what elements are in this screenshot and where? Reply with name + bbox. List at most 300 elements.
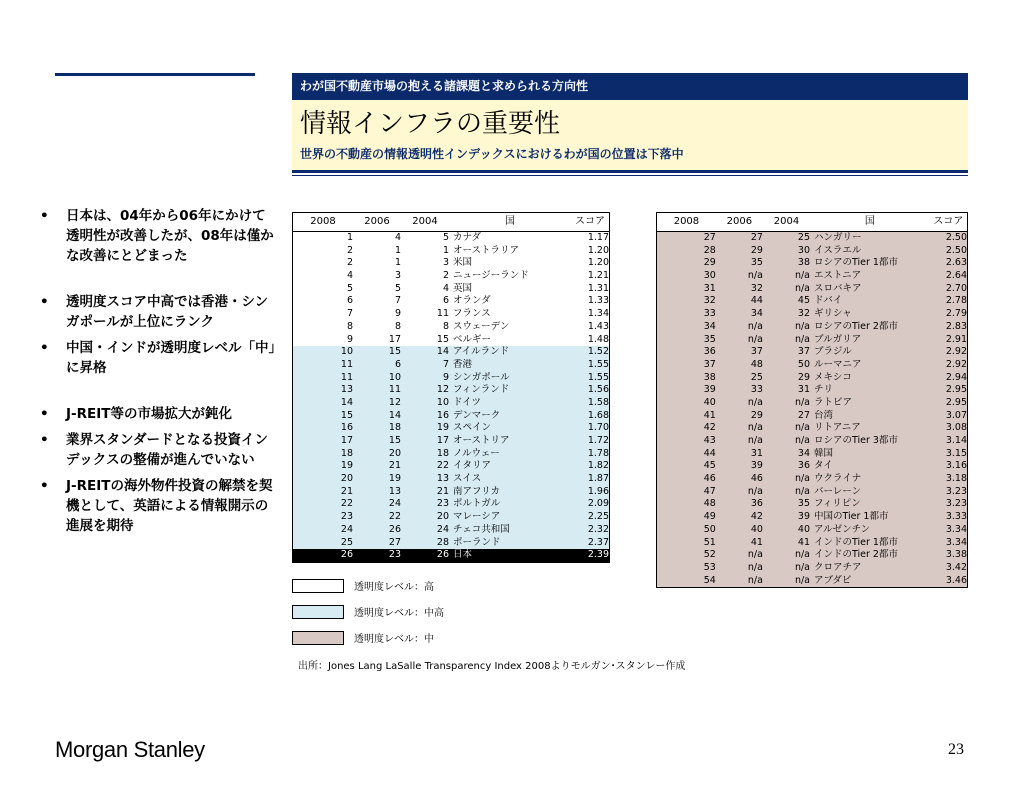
rank-2004: 18 — [436, 447, 449, 459]
title-underline — [292, 170, 968, 173]
table-row — [657, 422, 967, 435]
rank-2004: 13 — [436, 473, 449, 485]
table-row — [293, 334, 609, 347]
rank-2006: 40 — [750, 523, 763, 535]
rank-2008: 44 — [703, 447, 716, 459]
score-value: 2.95 — [945, 384, 967, 396]
rank-2006: 17 — [388, 333, 401, 345]
rank-2004: 1 — [442, 244, 449, 256]
score-value: 3.34 — [945, 523, 967, 535]
bullet-item: • 日本は、04年から06年にかけて透明性が改善したが、08年は僅かな改善にとどまった — [38, 206, 278, 266]
table-row — [293, 448, 609, 461]
rank-2008: 13 — [340, 384, 353, 396]
table-row — [657, 372, 967, 385]
rank-2006: 42 — [750, 511, 763, 523]
page-subtitle: 世界の不動産の情報透明性インデックスにおけるわが国の位置は下落中 — [300, 147, 684, 161]
rank-2004: 29 — [797, 371, 810, 383]
rank-2006: 34 — [750, 308, 763, 320]
rank-2006: n/a — [747, 422, 763, 434]
rank-2008: 36 — [703, 346, 716, 358]
rank-2004: 34 — [797, 447, 810, 459]
rank-2006: 20 — [388, 447, 401, 459]
country-name: クロアチア — [814, 561, 862, 573]
col-score: スコア — [933, 216, 964, 227]
table-row — [657, 232, 967, 245]
rank-2004: n/a — [794, 473, 810, 485]
rank-2006: 41 — [750, 536, 763, 548]
rank-2006: n/a — [747, 561, 763, 573]
rank-2006: 24 — [388, 498, 401, 510]
rank-2006: n/a — [747, 435, 763, 446]
rank-2004: 30 — [797, 244, 810, 256]
score-value: 1.55 — [587, 371, 609, 383]
rank-2004: 5 — [442, 232, 449, 243]
score-value: 3.14 — [945, 435, 967, 446]
country-name: アルゼンチン — [814, 523, 871, 535]
country-name: マレーシア — [453, 511, 501, 523]
score-value: 1.34 — [587, 308, 609, 320]
score-value: 3.07 — [945, 409, 967, 421]
rank-2006: 6 — [394, 358, 401, 370]
table-row — [657, 524, 967, 537]
table-row — [293, 549, 609, 562]
rank-2006: 32 — [750, 282, 763, 294]
country-name: オーストラリア — [453, 244, 520, 256]
country-name: イスラエル — [814, 244, 862, 256]
score-value: 1.70 — [587, 422, 609, 434]
rank-2006: n/a — [747, 485, 763, 497]
country-name: ニュージーランド — [453, 270, 529, 282]
score-value: 2.32 — [587, 523, 609, 535]
rank-2008: 52 — [703, 549, 716, 561]
country-name: リトアニア — [814, 422, 861, 434]
table-row — [657, 295, 967, 308]
rank-2006: 5 — [394, 282, 401, 294]
table-row — [293, 486, 609, 499]
rank-2008: 24 — [340, 523, 353, 535]
table-row — [657, 283, 967, 296]
rank-2006: 1 — [394, 244, 401, 256]
score-value: 2.64 — [945, 270, 967, 282]
rank-2004: 8 — [442, 320, 449, 332]
score-value: 2.78 — [945, 295, 967, 307]
table-row — [657, 562, 967, 575]
rank-2008: 27 — [703, 232, 716, 243]
rank-2008: 6 — [346, 295, 353, 307]
country-name: オーストリア — [453, 435, 510, 446]
rank-2004: 15 — [436, 333, 449, 345]
country-name: スイス — [453, 473, 482, 485]
score-value: 2.50 — [945, 232, 967, 243]
rank-2006: 48 — [750, 358, 763, 370]
country-name: イタリア — [453, 460, 492, 472]
rank-2004: 27 — [797, 409, 810, 421]
score-value: 1.68 — [587, 409, 609, 421]
rank-2004: n/a — [794, 574, 810, 586]
table-row — [657, 498, 967, 511]
score-value: 2.63 — [945, 257, 967, 269]
rank-2006: 39 — [750, 460, 763, 472]
score-value: 1.96 — [587, 485, 609, 497]
score-value: 1.72 — [587, 435, 609, 446]
table-body — [293, 232, 609, 562]
country-name: チリ — [814, 384, 834, 396]
table-header — [657, 213, 967, 232]
title-underline-thin — [292, 175, 968, 176]
rank-2004: 32 — [797, 308, 810, 320]
score-value: 1.20 — [587, 244, 609, 256]
rank-2004: n/a — [794, 435, 810, 446]
table-row — [657, 346, 967, 359]
rank-2008: 32 — [703, 295, 716, 307]
section-header: わが国不動産市場の抱える諸課題と求められる方向性 — [292, 73, 968, 100]
score-value: 3.18 — [945, 473, 967, 485]
table-row — [293, 460, 609, 473]
rank-2006: n/a — [747, 320, 763, 332]
rank-2006: 3 — [394, 270, 401, 282]
score-value: 1.33 — [587, 295, 609, 307]
score-value: 2.09 — [587, 498, 609, 510]
country-name: 韓国 — [814, 447, 834, 459]
bullet-item: • 業界スタンダードとなる投資インデックスの整備が進んでいない — [38, 430, 278, 470]
score-value: 1.17 — [587, 232, 609, 243]
legend-mid-high — [292, 604, 444, 619]
table-row — [293, 321, 609, 334]
rank-2006: 15 — [388, 435, 401, 446]
country-name: 南アフリカ — [453, 485, 501, 497]
rank-2008: 34 — [703, 320, 716, 332]
rank-2008: 18 — [340, 447, 353, 459]
country-name: カナダ — [453, 232, 482, 243]
country-name: インドのTier 1都市 — [814, 536, 898, 548]
source-note: 出所：Jones Lang LaSalle Transparency Index 2008よりモルガン･スタンレー作成 — [298, 661, 686, 672]
score-value: 1.21 — [587, 270, 609, 282]
table-row — [657, 575, 967, 588]
score-value: 3.33 — [945, 511, 967, 523]
rank-2006: n/a — [747, 574, 763, 586]
table-row — [293, 346, 609, 359]
col-2008: 2008 — [673, 216, 700, 227]
score-value: 2.83 — [945, 320, 967, 332]
score-value: 2.94 — [945, 371, 967, 383]
table-row — [293, 257, 609, 270]
rank-2004: 50 — [797, 358, 810, 370]
country-name: メキシコ — [814, 371, 852, 383]
table-row — [293, 397, 609, 410]
legend-label: 透明度レベル：高 — [354, 582, 434, 593]
col-2004: 2004 — [773, 216, 800, 227]
rank-2004: 24 — [436, 523, 449, 535]
rank-2004: 6 — [442, 295, 449, 307]
rank-2006: 26 — [388, 523, 401, 535]
legend-label: 透明度レベル：中 — [354, 634, 434, 645]
legend-swatch — [292, 605, 344, 619]
rank-2008: 28 — [703, 244, 716, 256]
country-name: デンマーク — [453, 409, 501, 421]
rank-2004: n/a — [794, 422, 810, 434]
score-value: 3.08 — [945, 422, 967, 434]
rank-2006: 46 — [750, 473, 763, 485]
rank-2006: 22 — [388, 511, 401, 523]
country-name: フランス — [453, 308, 491, 320]
rank-2008: 2 — [346, 257, 353, 269]
transparency-table-left — [292, 212, 610, 563]
table-row — [657, 486, 967, 499]
rank-2008: 11 — [340, 358, 353, 370]
score-value: 2.39 — [587, 549, 609, 561]
country-name: アイルランド — [453, 346, 510, 358]
rank-2006: 9 — [394, 308, 401, 320]
country-name: ベルギー — [453, 333, 492, 345]
rank-2004: 20 — [436, 511, 449, 523]
rank-2008: 35 — [703, 333, 716, 345]
score-value: 3.23 — [945, 485, 967, 497]
table-row — [293, 524, 609, 537]
rank-2004: 25 — [797, 232, 810, 243]
col-2006: 2006 — [364, 216, 390, 227]
rank-2004: 31 — [797, 384, 810, 396]
country-name: スロバキア — [814, 282, 862, 294]
score-value: 2.92 — [945, 358, 967, 370]
country-name: アブダビ — [814, 574, 852, 586]
rank-2006: 27 — [388, 536, 401, 548]
table-row — [657, 448, 967, 461]
rank-2006: 35 — [750, 257, 763, 269]
rank-2006: 11 — [388, 384, 401, 396]
rank-2008: 25 — [340, 536, 353, 548]
country-name: ギリシャ — [814, 308, 852, 320]
rank-2008: 39 — [703, 384, 716, 396]
country-name: バーレーン — [814, 485, 862, 497]
rank-2008: 47 — [703, 485, 716, 497]
score-value: 2.50 — [945, 244, 967, 256]
rank-2004: n/a — [794, 333, 810, 345]
rank-2006: 4 — [394, 232, 401, 243]
rank-2006: 19 — [388, 473, 401, 485]
bullet-item: • J-REIT等の市場拡大が鈍化 — [38, 404, 278, 424]
rank-2008: 33 — [703, 308, 716, 320]
rank-2008: 8 — [346, 320, 353, 332]
score-value: 1.87 — [587, 473, 609, 485]
rank-2004: 7 — [442, 358, 449, 370]
rank-2008: 41 — [703, 409, 716, 421]
country-name: オランダ — [453, 295, 491, 307]
rank-2008: 53 — [703, 561, 716, 573]
score-value: 2.91 — [945, 333, 967, 345]
rank-2008: 45 — [703, 460, 716, 472]
score-value: 3.42 — [945, 561, 967, 573]
table-row — [293, 410, 609, 423]
rank-2008: 29 — [703, 257, 716, 269]
score-value: 2.37 — [587, 536, 609, 548]
rank-2006: 7 — [394, 295, 401, 307]
col-2006: 2006 — [726, 216, 753, 227]
table-row — [293, 537, 609, 550]
score-value: 1.52 — [587, 346, 609, 358]
rank-2004: 19 — [436, 422, 449, 434]
rank-2008: 22 — [340, 498, 353, 510]
rank-2004: 36 — [797, 460, 810, 472]
rank-2008: 54 — [703, 574, 716, 586]
country-name: ロシアのTier 1都市 — [814, 257, 898, 269]
table-body — [657, 232, 967, 587]
rank-2006: 29 — [750, 244, 763, 256]
page-title: 情報インフラの重要性 — [300, 109, 561, 139]
table-row — [293, 308, 609, 321]
rank-2006: 15 — [388, 346, 401, 358]
rank-2006: n/a — [747, 549, 763, 561]
rank-2008: 42 — [703, 422, 716, 434]
score-value: 1.78 — [587, 447, 609, 459]
rank-2004: 21 — [436, 485, 449, 497]
rank-2004: 14 — [436, 346, 449, 358]
rank-2008: 10 — [340, 346, 353, 358]
country-name: ポルトガル — [453, 498, 501, 510]
score-value: 1.20 — [587, 257, 609, 269]
score-value: 1.31 — [587, 282, 609, 294]
rank-2006: 18 — [388, 422, 401, 434]
country-name: フィンランド — [453, 384, 510, 396]
table-row — [657, 460, 967, 473]
rank-2004: 9 — [442, 371, 449, 383]
rank-2004: 37 — [797, 346, 810, 358]
table-row — [293, 359, 609, 372]
rank-2006: 21 — [388, 460, 401, 472]
country-name: ドバイ — [814, 295, 843, 307]
country-name: 米国 — [453, 257, 473, 269]
country-name: ラトビア — [814, 396, 853, 408]
rank-2004: n/a — [794, 282, 810, 294]
score-value: 3.23 — [945, 498, 967, 510]
col-country: 国 — [864, 216, 875, 227]
rank-2006: 13 — [388, 485, 401, 497]
table-row — [293, 283, 609, 296]
table-row — [657, 334, 967, 347]
transparency-table-right — [656, 212, 968, 588]
rank-2006: n/a — [747, 333, 763, 345]
rank-2004: n/a — [794, 485, 810, 497]
table-row — [657, 270, 967, 283]
score-value: 1.58 — [587, 396, 609, 408]
table-row — [293, 473, 609, 486]
rank-2006: n/a — [747, 396, 763, 408]
country-name: ポーランド — [453, 536, 501, 548]
rank-2004: 10 — [436, 396, 449, 408]
rank-2008: 40 — [703, 396, 716, 408]
table-row — [293, 511, 609, 524]
rank-2004: 41 — [797, 536, 810, 548]
country-name: ブルガリア — [814, 333, 862, 345]
col-country: 国 — [505, 216, 515, 227]
score-value: 3.34 — [945, 536, 967, 548]
rank-2004: 4 — [442, 282, 449, 294]
rank-2008: 31 — [703, 282, 716, 294]
table-header — [293, 213, 609, 232]
rank-2008: 49 — [703, 511, 716, 523]
country-name: スペイン — [453, 422, 492, 434]
rank-2006: 12 — [388, 396, 401, 408]
rank-2006: 44 — [750, 295, 763, 307]
rank-2006: 27 — [750, 232, 763, 243]
table-row — [657, 410, 967, 423]
rank-2004: n/a — [794, 549, 810, 561]
bullet-list — [38, 206, 278, 536]
col-score: スコア — [575, 216, 605, 227]
table-row — [293, 270, 609, 283]
country-name: ルーマニア — [814, 358, 862, 370]
rank-2006: 29 — [750, 409, 763, 421]
col-2004: 2004 — [412, 216, 438, 227]
rank-2006: 1 — [394, 257, 401, 269]
legend-swatch — [292, 579, 344, 593]
rank-2006: 23 — [388, 549, 401, 561]
table-row — [293, 384, 609, 397]
rank-2008: 43 — [703, 435, 716, 446]
col-2008: 2008 — [310, 216, 336, 227]
table-row — [293, 498, 609, 511]
rank-2004: 23 — [436, 498, 449, 510]
rank-2006: 25 — [750, 371, 763, 383]
rank-2004: n/a — [794, 270, 810, 282]
rank-2008: 23 — [340, 511, 353, 523]
score-value: 1.82 — [587, 460, 609, 472]
score-value: 3.46 — [945, 574, 967, 586]
bullet-item: • J-REITの海外物件投資の解禁を契機として、英語による情報開示の進展を期待 — [38, 476, 278, 536]
rank-2004: 17 — [436, 435, 449, 446]
table-row — [293, 245, 609, 258]
rank-2008: 17 — [340, 435, 353, 446]
table-row — [657, 435, 967, 448]
table-row — [657, 511, 967, 524]
table-row — [657, 257, 967, 270]
rank-2008: 38 — [703, 371, 716, 383]
country-name: ブラジル — [814, 346, 852, 358]
table-row — [293, 435, 609, 448]
rank-2008: 50 — [703, 523, 716, 535]
rank-2008: 2 — [346, 244, 353, 256]
rank-2004: n/a — [794, 396, 810, 408]
title-box — [292, 100, 968, 170]
country-name: 香港 — [453, 358, 473, 370]
country-name: エストニア — [814, 270, 862, 282]
rank-2008: 1 — [346, 232, 353, 243]
country-name: ハンガリー — [814, 232, 862, 243]
score-value: 1.43 — [587, 320, 609, 332]
rank-2004: 45 — [797, 295, 810, 307]
rank-2004: 11 — [436, 308, 449, 320]
table-row — [657, 473, 967, 486]
rank-2008: 26 — [340, 549, 353, 561]
table-row — [657, 537, 967, 550]
rank-2008: 7 — [346, 308, 353, 320]
table-row — [657, 245, 967, 258]
morgan-stanley-logo: Morgan Stanley — [55, 737, 205, 762]
country-name: 中国のTier 1都市 — [814, 511, 889, 523]
score-value: 2.70 — [945, 282, 967, 294]
legend-mid — [292, 630, 434, 645]
score-value: 1.56 — [587, 384, 609, 396]
rank-2004: 2 — [442, 270, 449, 282]
country-name: 日本 — [453, 549, 473, 561]
rank-2004: 38 — [797, 257, 810, 269]
score-value: 1.48 — [587, 333, 609, 345]
country-name: ドイツ — [453, 396, 482, 408]
rank-2006: 36 — [750, 498, 763, 510]
top-accent-line — [55, 73, 255, 76]
rank-2004: n/a — [794, 561, 810, 573]
legend-high — [292, 578, 434, 593]
rank-2004: 35 — [797, 498, 810, 510]
